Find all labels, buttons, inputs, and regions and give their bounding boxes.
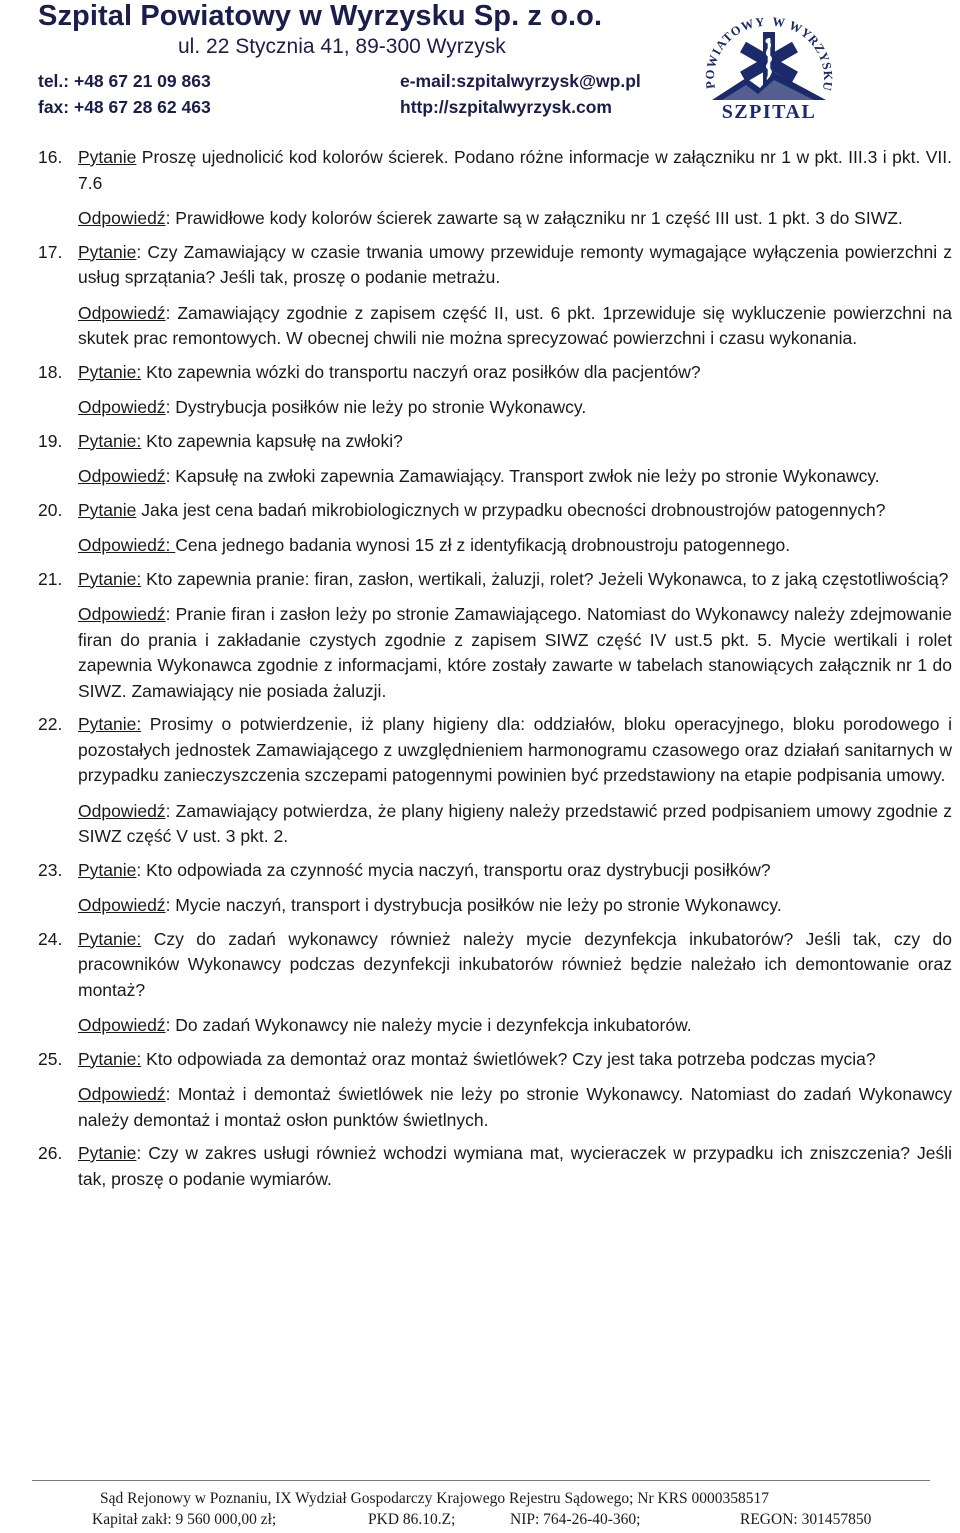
answer-label: Odpowiedź	[78, 466, 166, 486]
website-address: http://szpitalwyrzysk.com	[400, 97, 612, 117]
answer-label: Odpowiedź	[78, 895, 166, 915]
item-number: 26.	[38, 1143, 63, 1163]
qa-item	[0, 429, 960, 490]
question-label: Pytanie	[78, 499, 137, 520]
answer	[78, 602, 952, 704]
letterhead	[0, 0, 960, 130]
answer-label: Odpowiedź	[78, 302, 166, 323]
qa-item	[0, 1141, 960, 1192]
qa-item	[0, 1047, 960, 1134]
item-number: 24.	[38, 928, 63, 949]
question	[78, 498, 952, 524]
question	[78, 429, 952, 455]
phone-number: tel.: +48 67 21 09 863	[38, 71, 211, 91]
question-label: Pytanie	[78, 241, 137, 262]
item-number: 18.	[38, 361, 63, 382]
question-text: Prosimy o potwierdzenie, iż plany higieny dla: oddziałów, bloku operacyjnego, bloku porodowego i pozostałych jednostek Zamawiającego z uwzględnieniem harmonogramu czasowego oraz działań sanitarnych w przypadku zanieczyszczenia szczepami patogennymi powinien być przedstawiony na etapie podpisania umowy.	[78, 714, 952, 785]
email-address: e-mail:szpitalwyrzysk@wp.pl	[400, 71, 641, 91]
question-label: Pytanie	[78, 1143, 137, 1163]
question-label: Pytanie:	[78, 714, 142, 734]
answer-label: Odpowiedź	[78, 800, 166, 821]
answer	[78, 395, 952, 421]
question-label: Pytanie:	[78, 1048, 142, 1069]
item-number: 19.	[38, 430, 63, 451]
footer-nip: NIP: 764-26-40-360;	[510, 1511, 641, 1528]
question	[78, 1047, 952, 1073]
question-text: Kto zapewnia kapsułę na zwłoki?	[141, 430, 403, 451]
qa-item	[0, 712, 960, 850]
question	[78, 927, 952, 1004]
hospital-address: ul. 22 Stycznia 41, 89-300 Wyrzysk	[178, 35, 506, 58]
answer-text: Cena jednego badania wynosi 15 zł z identyfikacją drobnoustroju patogennego.	[175, 535, 791, 555]
footer-divider	[32, 1480, 930, 1481]
fax-number: fax: +48 67 28 62 463	[38, 97, 211, 117]
answer	[78, 464, 952, 490]
qa-item	[0, 858, 960, 919]
answer	[78, 1082, 952, 1133]
answer-label: Odpowiedź	[78, 604, 166, 624]
question	[78, 240, 952, 291]
question	[78, 712, 952, 789]
item-number: 23.	[38, 859, 63, 880]
footer-regon: REGON: 301457850	[740, 1511, 872, 1528]
question-label: Pytanie:	[78, 928, 142, 949]
question-label: Pytanie:	[78, 430, 142, 451]
question-text: : Czy w zakres usługi również wchodzi wymiana mat, wycieraczek w przypadku ich zniszczenia? Jeśli tak, proszę o podanie wymiarów.	[78, 1143, 952, 1189]
question	[78, 1141, 952, 1192]
answer-text: : Kapsułę na zwłoki zapewnia Zamawiający. Transport zwłok nie leży po stronie Wykonawcy.	[165, 466, 880, 486]
qa-list	[0, 145, 960, 1200]
answer-label: Odpowiedź	[78, 397, 166, 417]
footer-pkd: PKD 86.10.Z;	[368, 1511, 456, 1528]
question-text: Kto zapewnia pranie: firan, zasłon, wertikali, żaluzji, rolet? Jeżeli Wykonawca, to z jaką częstotliwością?	[141, 568, 949, 589]
question-text: Czy do zadań wykonawcy również należy mycie dezynfekcja inkubatorów? Jeśli tak, czy do pracowników Wykonawcy podczas dezynfekcji inkubatorów również będzie należało ich demontowanie oraz montaż?	[78, 928, 952, 1000]
answer-text: : Prawidłowe kody kolorów ścierek zawarte są w załączniku nr 1 część III ust. 1 pkt. 3 do SIWZ.	[165, 208, 903, 228]
answer	[78, 533, 952, 559]
question-label: Pytanie:	[78, 361, 142, 382]
qa-item	[0, 240, 960, 352]
footer-court-registry: Sąd Rejonowy w Poznaniu, IX Wydział Gospodarczy Krajowego Rejestru Sądowego; Nr KRS 0000358517	[100, 1490, 770, 1507]
answer-text: : Pranie firan i zasłon leży po stronie Zamawiającego. Natomiast do Wykonawcy należy zdejmowanie firan do prania i zakładanie czystych zgodnie z zapisem SIWZ część IV ust.5 pkt. 5. Mycie wertikali i rolet zapewnia Wykonawca zgodnie z informacjami, które zostały zawarte w tabelach stanowiących załącznik nr 1 do SIWZ. Zamawiający nie posiada żaluzji.	[78, 604, 952, 701]
item-number: 22.	[38, 714, 63, 734]
question-label: Pytanie:	[78, 568, 142, 589]
answer	[78, 799, 952, 850]
qa-item	[0, 360, 960, 421]
question-text: : Kto odpowiada za czynność mycia naczyń, transportu oraz dystrybucji posiłków?	[136, 859, 771, 880]
answer-label: Odpowiedź	[78, 1015, 166, 1035]
answer	[78, 301, 952, 352]
question	[78, 360, 952, 386]
item-number: 17.	[38, 241, 63, 262]
question-text: : Czy Zamawiający w czasie trwania umowy przewiduje remonty wymagające wyłączenia powierzchni z usług sprzątania? Jeśli tak, proszę o podanie metrażu.	[78, 241, 952, 287]
answer-label: Odpowiedź	[78, 1084, 166, 1104]
hospital-logo-graphic	[694, 6, 844, 124]
answer-text: : Dystrybucja posiłków nie leży po stronie Wykonawcy.	[165, 397, 587, 417]
question	[78, 858, 952, 884]
question-text: Kto odpowiada za demontaż oraz montaż świetlówek? Czy jest taka potrzeba podczas mycia?	[141, 1048, 876, 1069]
answer	[78, 206, 952, 232]
footer-capital: Kapitał zakł: 9 560 000,00 zł;	[92, 1511, 277, 1528]
hospital-logo	[694, 6, 844, 124]
logo-text-bottom: SZPITAL	[721, 101, 817, 123]
question-text: Proszę ujednolicić kod kolorów ścierek. Podano różne informacje w załączniku nr 1 w pkt. III.3 i pkt. VII. 7.6	[78, 147, 952, 193]
item-number: 25.	[38, 1048, 63, 1069]
qa-item	[0, 927, 960, 1039]
answer-text: : Zamawiający potwierdza, że plany higieny należy przedstawić przed podpisaniem umowy zgodnie z SIWZ część V ust. 3 pkt. 2.	[78, 800, 952, 846]
qa-item	[0, 145, 960, 232]
answer-text: : Do zadań Wykonawcy nie należy mycie i dezynfekcja inkubatorów.	[165, 1015, 692, 1035]
answer-label: Odpowiedź:	[78, 535, 176, 555]
answer-text: : Mycie naczyń, transport i dystrybucja posiłków nie leży po stronie Wykonawcy.	[165, 895, 782, 915]
question-label: Pytanie	[78, 147, 137, 167]
answer-text: : Montaż i demontaż świetlówek nie leży po stronie Wykonawcy. Natomiast do zadań Wykonawcy należy demontaż i montaż osłon punktów świetlnych.	[78, 1084, 952, 1130]
logo-text-right: W WYRZYSKU	[771, 14, 836, 93]
question-text: Kto zapewnia wózki do transportu naczyń oraz posiłków dla pacjentów?	[141, 361, 701, 382]
item-number: 16.	[38, 147, 63, 167]
qa-item	[0, 567, 960, 705]
question	[78, 145, 952, 196]
question-label: Pytanie	[78, 859, 137, 880]
answer-label: Odpowiedź	[78, 208, 166, 228]
answer-text: : Zamawiający zgodnie z zapisem część II, ust. 6 pkt. 1przewiduje się wykluczenie powierzchni na skutek prac remontowych. W obecnej chwili nie można sprecyzować powierzchni i czasu wykonania.	[78, 302, 952, 348]
logo-text-left: POWIATOWY	[702, 14, 767, 90]
hospital-name: Szpital Powiatowy w Wyrzysku Sp. z o.o.	[38, 0, 603, 32]
answer	[78, 1013, 952, 1039]
item-number: 21.	[38, 568, 63, 589]
item-number: 20.	[38, 499, 63, 520]
answer	[78, 893, 952, 919]
question-text: Jaka jest cena badań mikrobiologicznych w przypadku obecności drobnoustrojów patogennych?	[136, 499, 886, 520]
qa-item	[0, 498, 960, 559]
question	[78, 567, 952, 593]
